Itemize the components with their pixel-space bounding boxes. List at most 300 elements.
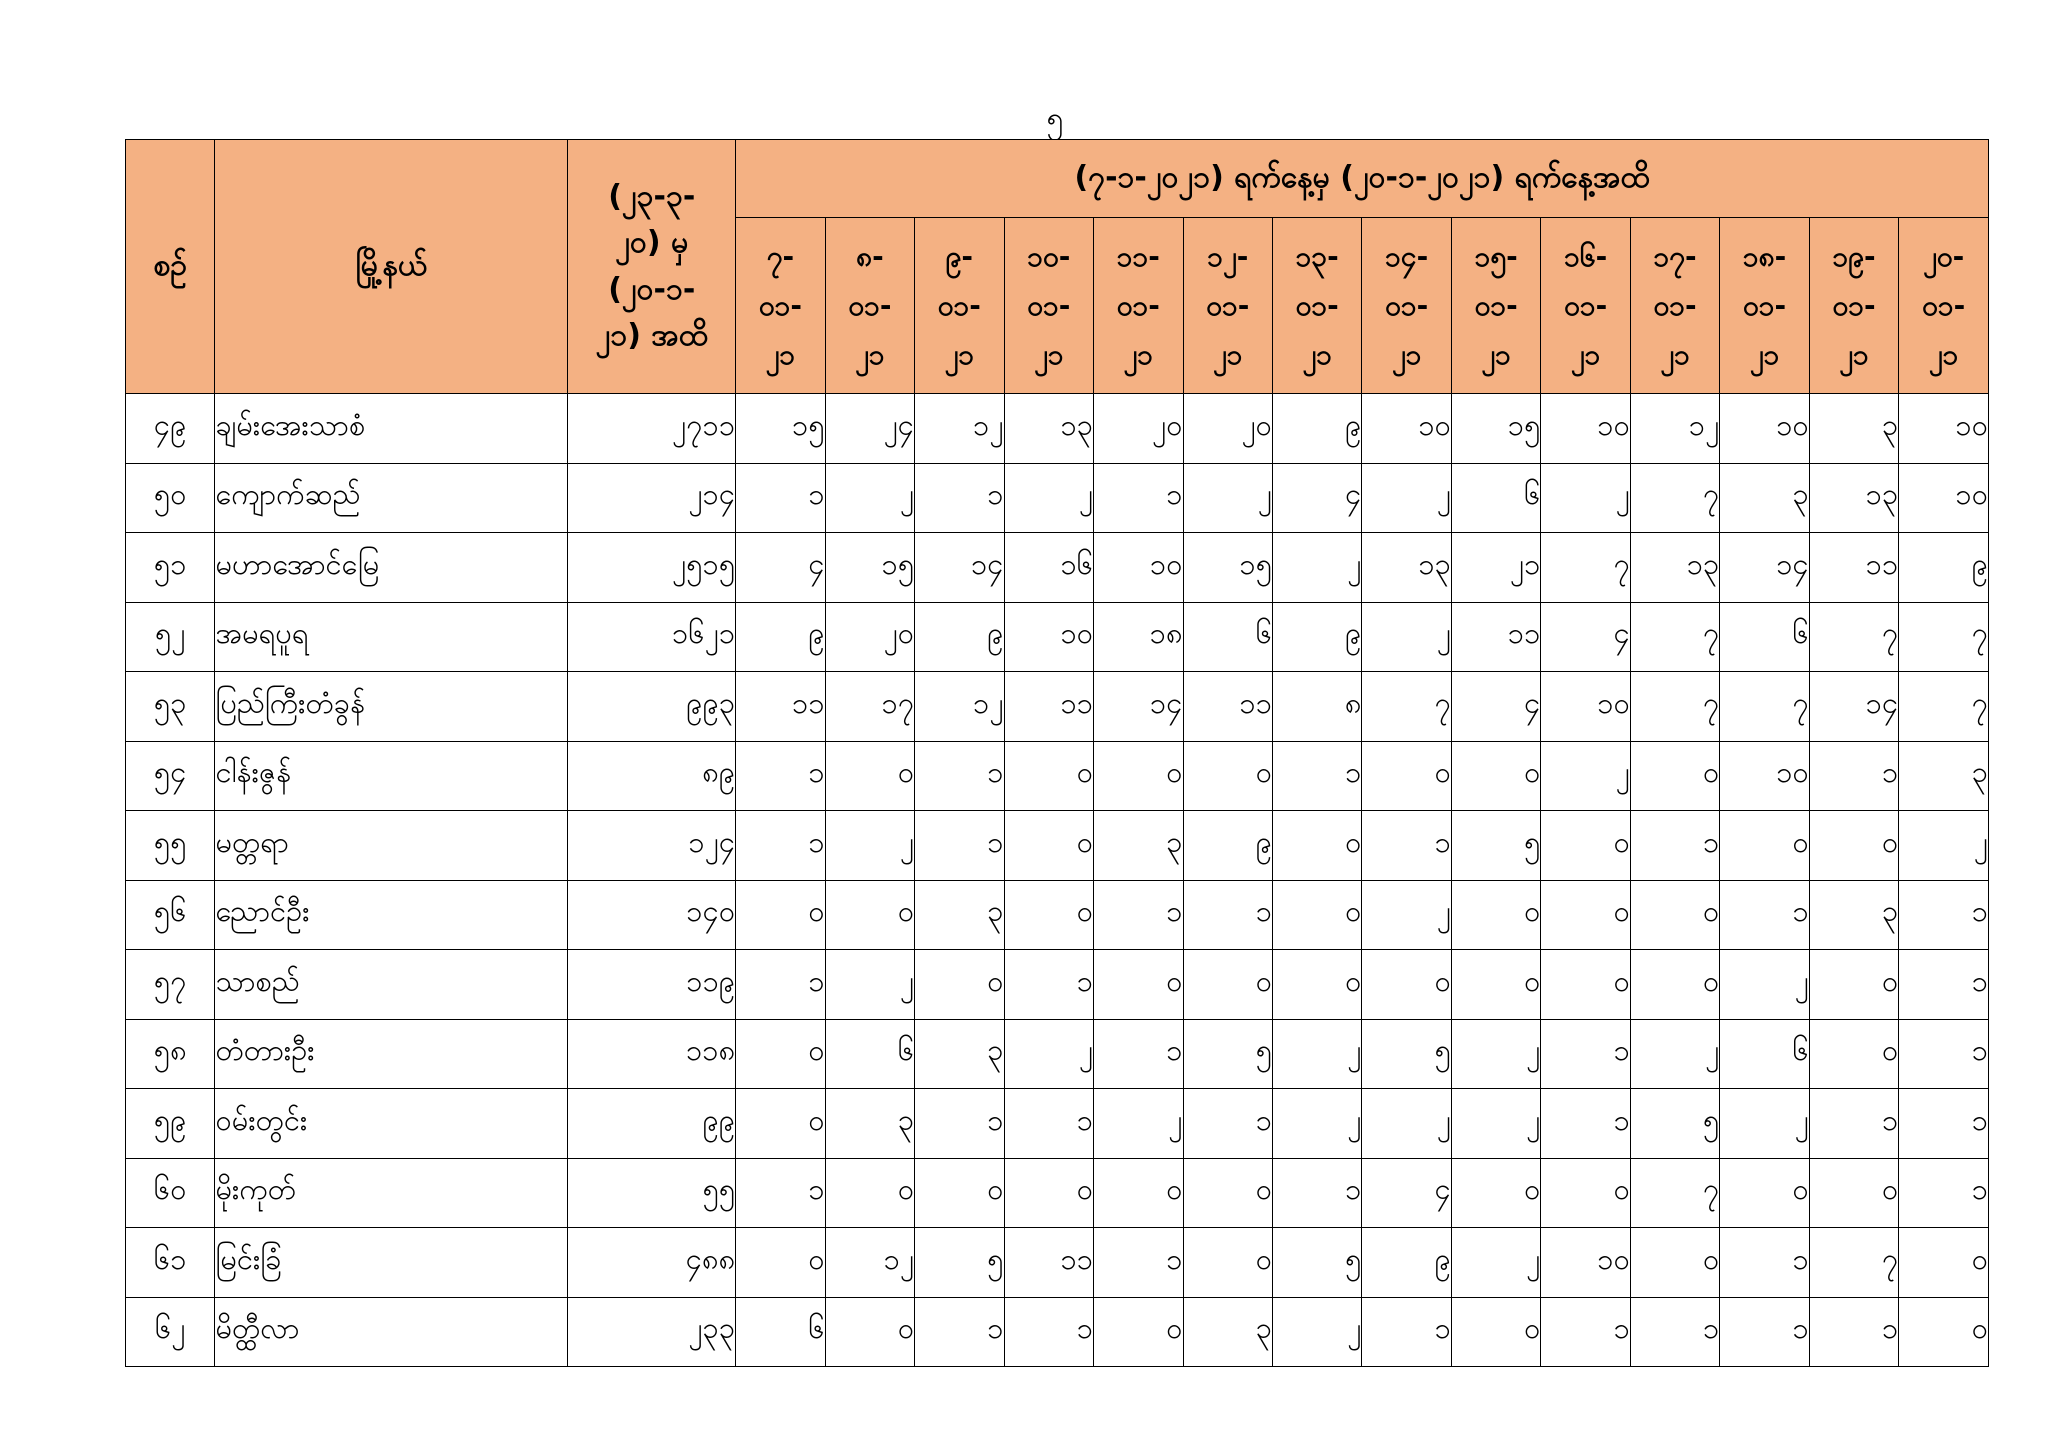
daily-count-cell: ၁ — [1004, 950, 1093, 1020]
daily-count-cell: ၁ — [736, 811, 825, 881]
daily-count-cell: ၀ — [1809, 1158, 1898, 1228]
header-date-line: ၂၁ — [1481, 338, 1511, 371]
header-date — [1094, 218, 1183, 394]
daily-count-cell: ၇ — [1899, 672, 1989, 742]
township-cell: တံတားဦး — [215, 1019, 568, 1089]
township-cell: သာစည် — [215, 950, 568, 1020]
header-date-line: ၀၁- — [1206, 289, 1250, 322]
header-date-line: ၀၁- — [1653, 289, 1697, 322]
header-date-line: ၉- — [945, 240, 974, 273]
daily-count-cell: ၇ — [1899, 602, 1989, 672]
daily-count-cell: ၀ — [1809, 950, 1898, 1020]
daily-count-cell: ၁ — [1720, 1297, 1809, 1367]
daily-count-cell: ၁၂ — [1630, 394, 1719, 464]
header-date-line: ၂၀- — [1923, 240, 1965, 273]
header-date-line: ၀၁- — [937, 289, 981, 322]
header-date — [1899, 218, 1989, 394]
daily-count-cell: ၁၄ — [915, 533, 1004, 603]
cumulative-total-cell: ၉၉ — [568, 1089, 736, 1159]
daily-count-cell: ၁၂ — [915, 672, 1004, 742]
header-date — [1541, 218, 1630, 394]
daily-count-cell: ၇ — [1630, 1158, 1719, 1228]
covid-cases-table — [125, 139, 1989, 1367]
table-row — [126, 950, 1989, 1020]
daily-count-cell: ၂ — [1362, 463, 1451, 533]
daily-count-cell: ၁၃ — [1362, 533, 1451, 603]
cumulative-total-cell: ၁၄၀ — [568, 880, 736, 950]
daily-count-cell: ၀ — [736, 1019, 825, 1089]
daily-count-cell: ၁၀ — [1541, 1228, 1630, 1298]
daily-count-cell: ၂ — [1362, 1089, 1451, 1159]
header-date-line: ၁၂- — [1207, 240, 1249, 273]
daily-count-cell: ၀ — [915, 950, 1004, 1020]
daily-count-cell: ၁၀ — [1541, 394, 1630, 464]
daily-count-cell: ၁ — [1720, 880, 1809, 950]
daily-count-cell: ၇ — [1362, 672, 1451, 742]
daily-count-cell: ၁ — [915, 1089, 1004, 1159]
daily-count-cell: ၀ — [1451, 880, 1540, 950]
daily-count-cell: ၂ — [1004, 1019, 1093, 1089]
header-date-line: ၀၁- — [1295, 289, 1339, 322]
daily-count-cell: ၀ — [736, 1228, 825, 1298]
township-cell: ငါန်းဇွန် — [215, 741, 568, 811]
daily-count-cell: ၁ — [1809, 741, 1898, 811]
header-date-line: ၀၁- — [1027, 289, 1071, 322]
daily-count-cell: ၀ — [1630, 880, 1719, 950]
township-cell: ချမ်းအေးသာစံ — [215, 394, 568, 464]
daily-count-cell: ၂ — [1273, 533, 1362, 603]
header-date — [1809, 218, 1898, 394]
daily-count-cell: ၀ — [1273, 950, 1362, 1020]
daily-count-cell: ၀ — [1899, 1297, 1989, 1367]
daily-count-cell: ၁ — [1183, 1089, 1272, 1159]
table-row — [126, 880, 1989, 950]
daily-count-cell: ၇ — [1630, 672, 1719, 742]
header-date-line: ၁၁- — [1116, 240, 1160, 273]
daily-count-cell: ၅ — [1630, 1089, 1719, 1159]
daily-count-cell: ၃ — [1809, 394, 1898, 464]
daily-count-cell: ၆ — [736, 1297, 825, 1367]
header-date — [1183, 218, 1272, 394]
cumulative-total-cell: ၅၅ — [568, 1158, 736, 1228]
daily-count-cell: ၀ — [1899, 1228, 1989, 1298]
daily-count-cell: ၉ — [1899, 533, 1989, 603]
daily-count-cell: ၆ — [1720, 1019, 1809, 1089]
daily-count-cell: ၀ — [1541, 950, 1630, 1020]
daily-count-cell: ၂ — [1451, 1228, 1540, 1298]
daily-count-cell: ၁ — [1004, 1297, 1093, 1367]
cumulative-total-cell: ၂၃၃ — [568, 1297, 736, 1367]
header-date-line: ၈- — [856, 240, 884, 273]
daily-count-cell: ၇ — [1630, 602, 1719, 672]
daily-count-cell: ၈ — [1273, 672, 1362, 742]
header-date-line: ၂၁ — [1570, 338, 1601, 371]
header-date-line: ၂၁ — [1213, 338, 1243, 371]
daily-count-cell: ၂ — [1273, 1297, 1362, 1367]
daily-count-cell: ၁ — [1899, 950, 1989, 1020]
daily-count-cell: ၁ — [1362, 811, 1451, 881]
daily-count-cell: ၃ — [915, 880, 1004, 950]
daily-count-cell: ၁၅ — [736, 394, 825, 464]
daily-count-cell: ၀ — [736, 1089, 825, 1159]
header-date-line: ၀၁- — [1743, 289, 1787, 322]
daily-count-cell: ၁ — [1809, 1297, 1898, 1367]
daily-count-cell: ၀ — [1183, 1228, 1272, 1298]
daily-count-cell: ၀ — [825, 741, 914, 811]
header-date — [1630, 218, 1719, 394]
header-date-line: ၂၁ — [1123, 338, 1154, 371]
township-cell: ပြည်ကြီးတံခွန် — [215, 672, 568, 742]
header-date-line: ၀၁- — [758, 289, 802, 322]
daily-count-cell: ၄ — [1451, 672, 1540, 742]
daily-count-cell: ၁၅ — [1183, 533, 1272, 603]
daily-count-cell: ၀ — [1273, 811, 1362, 881]
daily-count-cell: ၁၁ — [1809, 533, 1898, 603]
daily-count-cell: ၁ — [1720, 1228, 1809, 1298]
header-date-line: ၁၃- — [1295, 240, 1339, 273]
township-cell: ဝမ်းတွင်း — [215, 1089, 568, 1159]
cumulative-total-cell: ၈၉ — [568, 741, 736, 811]
header-date-line: ၀၁- — [1385, 289, 1429, 322]
header-date-line: ၁၄- — [1385, 240, 1429, 273]
daily-count-cell: ၁ — [915, 1297, 1004, 1367]
daily-count-cell: ၅ — [1451, 811, 1540, 881]
daily-count-cell: ၀ — [1004, 1158, 1093, 1228]
table-row — [126, 1019, 1989, 1089]
header-date-line: ၁၇- — [1653, 240, 1697, 273]
daily-count-cell: ၁ — [1094, 1228, 1183, 1298]
daily-count-cell: ၀ — [1183, 741, 1272, 811]
header-total-line: ၂၀) မှ — [615, 225, 689, 260]
serial-no-cell: ၅၄ — [126, 741, 215, 811]
daily-count-cell: ၀ — [1094, 950, 1183, 1020]
header-date-range: (၇-၁-၂၀၂၁) ရက်နေ့မှ (၂၀-၁-၂၀၂၁) ရက်နေ့အထိ — [736, 140, 1989, 218]
daily-count-cell: ၀ — [1451, 950, 1540, 1020]
daily-count-cell: ၂ — [1630, 1019, 1719, 1089]
daily-count-cell: ၁၄ — [1809, 672, 1898, 742]
daily-count-cell: ၁၀ — [1541, 672, 1630, 742]
daily-count-cell: ၁၄ — [1720, 533, 1809, 603]
header-date-line: ၀၁- — [1564, 289, 1608, 322]
header-date-line: ၁၉- — [1832, 240, 1876, 273]
daily-count-cell: ၁ — [915, 811, 1004, 881]
header-date-line: ၀၁- — [1922, 289, 1966, 322]
header-date-line: ၂၁ — [1034, 338, 1064, 371]
serial-no-cell: ၅၉ — [126, 1089, 215, 1159]
daily-count-cell: ၁၅ — [1451, 394, 1540, 464]
cumulative-total-cell: ၂၁၄ — [568, 463, 736, 533]
daily-count-cell: ၂ — [1273, 1019, 1362, 1089]
daily-count-cell: ၀ — [1362, 950, 1451, 1020]
daily-count-cell: ၁ — [1541, 1089, 1630, 1159]
daily-count-cell: ၃ — [1183, 1297, 1272, 1367]
daily-count-cell: ၂ — [1451, 1019, 1540, 1089]
header-date-line: ၁၅- — [1474, 240, 1518, 273]
header-date-line: ၂၁ — [1660, 338, 1690, 371]
daily-count-cell: ၀ — [1541, 880, 1630, 950]
daily-count-cell: ၁ — [1541, 1019, 1630, 1089]
header-date — [1451, 218, 1540, 394]
cumulative-total-cell: ၁၆၂၁ — [568, 602, 736, 672]
daily-count-cell: ၀ — [1451, 1158, 1540, 1228]
daily-count-cell: ၁၁ — [736, 672, 825, 742]
daily-count-cell: ၃ — [1094, 811, 1183, 881]
daily-count-cell: ၀ — [1451, 741, 1540, 811]
header-date-line: ၂၁ — [1928, 338, 1959, 371]
daily-count-cell: ၁ — [736, 1158, 825, 1228]
daily-count-cell: ၄ — [1273, 463, 1362, 533]
daily-count-cell: ၁၁ — [1183, 672, 1272, 742]
daily-count-cell: ၁၃ — [1004, 394, 1093, 464]
daily-count-cell: ၄ — [736, 533, 825, 603]
daily-count-cell: ၁ — [1273, 741, 1362, 811]
daily-count-cell: ၁၀ — [1094, 533, 1183, 603]
daily-count-cell: ၅ — [1273, 1228, 1362, 1298]
daily-count-cell: ၁၀ — [1899, 463, 1989, 533]
daily-count-cell: ၁၁ — [1451, 602, 1540, 672]
daily-count-cell: ၂၀ — [1094, 394, 1183, 464]
daily-count-cell: ၂ — [1094, 1089, 1183, 1159]
daily-count-cell: ၁၂ — [825, 1228, 914, 1298]
cumulative-total-cell: ၄၈၈ — [568, 1228, 736, 1298]
daily-count-cell: ၂ — [1899, 811, 1989, 881]
header-date — [1273, 218, 1362, 394]
daily-count-cell: ၉ — [1273, 394, 1362, 464]
daily-count-cell: ၉ — [1362, 1228, 1451, 1298]
header-date-line: ၀၁- — [1116, 289, 1160, 322]
daily-count-cell: ၇ — [1720, 672, 1809, 742]
daily-count-cell: ၀ — [736, 880, 825, 950]
daily-count-cell: ၀ — [1720, 811, 1809, 881]
header-date-line: ၂၁ — [1302, 338, 1332, 371]
daily-count-cell: ၁၀ — [1899, 394, 1989, 464]
daily-count-cell: ၁ — [1541, 1297, 1630, 1367]
serial-no-cell: ၅၂ — [126, 602, 215, 672]
header-date-line: ၂၁ — [1391, 338, 1422, 371]
table-row — [126, 1089, 1989, 1159]
daily-count-cell: ၇ — [1809, 602, 1898, 672]
header-date — [1720, 218, 1809, 394]
daily-count-cell: ၁ — [1094, 1019, 1183, 1089]
daily-count-cell: ၂ — [1004, 463, 1093, 533]
daily-count-cell: ၃ — [1809, 880, 1898, 950]
header-date — [915, 218, 1004, 394]
daily-count-cell: ၀ — [1809, 1019, 1898, 1089]
daily-count-cell: ၀ — [1630, 950, 1719, 1020]
daily-count-cell: ၀ — [1183, 1158, 1272, 1228]
daily-count-cell: ၁၂ — [915, 394, 1004, 464]
daily-count-cell: ၆ — [1451, 463, 1540, 533]
header-date-line: ၂၁ — [1749, 338, 1780, 371]
daily-count-cell: ၉ — [736, 602, 825, 672]
daily-count-cell: ၁ — [915, 741, 1004, 811]
township-cell: မြင်းခြံ — [215, 1228, 568, 1298]
daily-count-cell: ၂ — [1273, 1089, 1362, 1159]
daily-count-cell: ၁၅ — [825, 533, 914, 603]
township-cell: အမရပူရ — [215, 602, 568, 672]
daily-count-cell: ၁ — [915, 463, 1004, 533]
township-cell: မိုးကုတ် — [215, 1158, 568, 1228]
daily-count-cell: ၀ — [1362, 741, 1451, 811]
daily-count-cell: ၁ — [1094, 880, 1183, 950]
serial-no-cell: ၅၅ — [126, 811, 215, 881]
header-date-line: ၂၁ — [1839, 338, 1869, 371]
daily-count-cell: ၁ — [1630, 811, 1719, 881]
header-date-line: ၀၁- — [1832, 289, 1876, 322]
daily-count-cell: ၁၃ — [1809, 463, 1898, 533]
serial-no-cell: ၆၂ — [126, 1297, 215, 1367]
daily-count-cell: ၁ — [1809, 1089, 1898, 1159]
table-row — [126, 394, 1989, 464]
daily-count-cell: ၀ — [1541, 1158, 1630, 1228]
table-row — [126, 463, 1989, 533]
daily-count-cell: ၁ — [736, 741, 825, 811]
daily-count-cell: ၂၀ — [825, 602, 914, 672]
daily-count-cell: ၁၇ — [825, 672, 914, 742]
daily-count-cell: ၂ — [1362, 880, 1451, 950]
daily-count-cell: ၁၆ — [1004, 533, 1093, 603]
daily-count-cell: ၀ — [1183, 950, 1272, 1020]
daily-count-cell: ၁၃ — [1630, 533, 1719, 603]
daily-count-cell: ၄ — [1362, 1158, 1451, 1228]
header-date-line: ၀၁- — [1474, 289, 1518, 322]
daily-count-cell: ၂ — [1362, 602, 1451, 672]
daily-count-cell: ၄ — [1541, 602, 1630, 672]
daily-count-cell: ၀ — [1094, 1158, 1183, 1228]
daily-count-cell: ၀ — [1004, 741, 1093, 811]
daily-count-cell: ၁၄ — [1094, 672, 1183, 742]
daily-count-cell: ၁ — [1899, 1089, 1989, 1159]
table-row — [126, 741, 1989, 811]
daily-count-cell: ၁၀ — [1720, 394, 1809, 464]
table-row — [126, 811, 1989, 881]
daily-count-cell: ၁၀ — [1004, 602, 1093, 672]
daily-count-cell: ၅ — [915, 1228, 1004, 1298]
daily-count-cell: ၁ — [1094, 463, 1183, 533]
township-cell: ကျောက်ဆည် — [215, 463, 568, 533]
daily-count-cell: ၀ — [1541, 811, 1630, 881]
daily-count-cell: ၅ — [1183, 1019, 1272, 1089]
daily-count-cell: ၉ — [1183, 811, 1272, 881]
daily-count-cell: ၀ — [1720, 1158, 1809, 1228]
header-date-line: ၁၆- — [1564, 240, 1608, 273]
daily-count-cell: ၀ — [825, 1158, 914, 1228]
daily-count-cell: ၂ — [1183, 463, 1272, 533]
daily-count-cell: ၃ — [1720, 463, 1809, 533]
header-date-line: ၂၁ — [765, 338, 796, 371]
daily-count-cell: ၀ — [1094, 741, 1183, 811]
serial-no-cell: ၅၀ — [126, 463, 215, 533]
daily-count-cell: ၂၄ — [825, 394, 914, 464]
daily-count-cell: ၀ — [1004, 811, 1093, 881]
daily-count-cell: ၁၀ — [1720, 741, 1809, 811]
daily-count-cell: ၃ — [915, 1019, 1004, 1089]
daily-count-cell: ၂ — [1451, 1089, 1540, 1159]
daily-count-cell: ၉ — [915, 602, 1004, 672]
serial-no-cell: ၅၈ — [126, 1019, 215, 1089]
daily-count-cell: ၆ — [825, 1019, 914, 1089]
daily-count-cell: ၁ — [1004, 1089, 1093, 1159]
daily-count-cell: ၂ — [825, 811, 914, 881]
daily-count-cell: ၀ — [1273, 880, 1362, 950]
daily-count-cell: ၀ — [825, 1297, 914, 1367]
daily-count-cell: ၀ — [1451, 1297, 1540, 1367]
header-date-line: ၂၁ — [855, 338, 885, 371]
daily-count-cell: ၁၁ — [1004, 672, 1093, 742]
township-cell: မတ္တရာ — [215, 811, 568, 881]
daily-count-cell: ၃ — [825, 1089, 914, 1159]
daily-count-cell: ၆ — [1183, 602, 1272, 672]
header-date-line: ၂၁ — [944, 338, 975, 371]
page-number: ၅ — [1046, 101, 1064, 136]
table-row — [126, 602, 1989, 672]
cumulative-total-cell: ၂၅၁၅ — [568, 533, 736, 603]
daily-count-cell: ၂ — [1720, 950, 1809, 1020]
serial-no-cell: ၅၁ — [126, 533, 215, 603]
daily-count-cell: ၇ — [1809, 1228, 1898, 1298]
daily-count-cell: ၀ — [1630, 1228, 1719, 1298]
daily-count-cell: ၂၁ — [1451, 533, 1540, 603]
daily-count-cell: ၁၀ — [1362, 394, 1451, 464]
daily-count-cell: ၇ — [1630, 463, 1719, 533]
daily-count-cell: ၀ — [1094, 1297, 1183, 1367]
serial-no-cell: ၅၆ — [126, 880, 215, 950]
header-date-line: ၁၀- — [1027, 240, 1071, 273]
daily-count-cell: ၂ — [825, 463, 914, 533]
header-serial-no: စဉ် — [126, 140, 215, 394]
daily-count-cell: ၁ — [1362, 1297, 1451, 1367]
table-row — [126, 672, 1989, 742]
daily-count-cell: ၁၈ — [1094, 602, 1183, 672]
header-total-line: (၂၀-၁- — [608, 271, 696, 307]
daily-count-cell: ၁၁ — [1004, 1228, 1093, 1298]
header-date-line: ၇- — [766, 240, 795, 273]
township-cell: ညောင်ဦး — [215, 880, 568, 950]
daily-count-cell: ၁ — [1899, 880, 1989, 950]
daily-count-cell: ၇ — [1541, 533, 1630, 603]
township-cell: မဟာအောင်မြေ — [215, 533, 568, 603]
header-date — [825, 218, 914, 394]
header-date-line: ၁၈- — [1742, 240, 1787, 273]
daily-count-cell: ၀ — [825, 880, 914, 950]
daily-count-cell: ၂ — [825, 950, 914, 1020]
daily-count-cell: ၀ — [1809, 811, 1898, 881]
cumulative-total-cell: ၁၁၈ — [568, 1019, 736, 1089]
daily-count-cell: ၁ — [1899, 1019, 1989, 1089]
daily-count-cell: ၁ — [736, 463, 825, 533]
daily-count-cell: ၂၀ — [1183, 394, 1272, 464]
header-date-line: ၀၁- — [848, 289, 892, 322]
table-row — [126, 1228, 1989, 1298]
daily-count-cell: ၁ — [736, 950, 825, 1020]
header-date — [1362, 218, 1451, 394]
header-township: မြို့နယ် — [215, 140, 568, 394]
header-cumulative-total — [568, 140, 736, 394]
serial-no-cell: ၄၉ — [126, 394, 215, 464]
serial-no-cell: ၆၀ — [126, 1158, 215, 1228]
header-date — [1004, 218, 1093, 394]
daily-count-cell: ၃ — [1899, 741, 1989, 811]
serial-no-cell: ၆၁ — [126, 1228, 215, 1298]
serial-no-cell: ၅၇ — [126, 950, 215, 1020]
township-cell: မိတ္ထီလာ — [215, 1297, 568, 1367]
daily-count-cell: ၆ — [1720, 602, 1809, 672]
cumulative-total-cell: ၁၂၄ — [568, 811, 736, 881]
daily-count-cell: ၁ — [1899, 1158, 1989, 1228]
daily-count-cell: ၂ — [1720, 1089, 1809, 1159]
daily-count-cell: ၅ — [1362, 1019, 1451, 1089]
cumulative-total-cell: ၂၇၁၁ — [568, 394, 736, 464]
